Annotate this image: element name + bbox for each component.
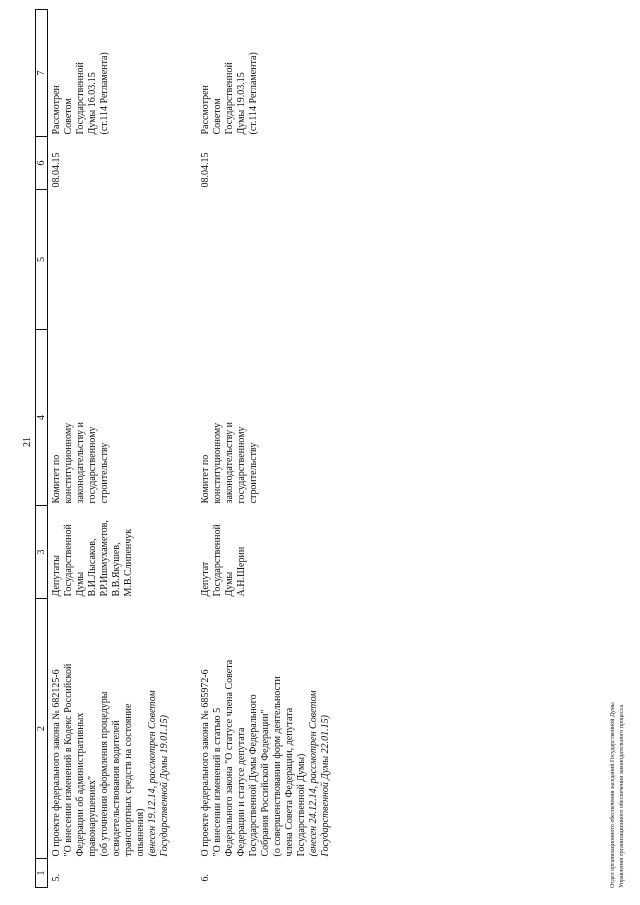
- column-number-header: [36, 10, 48, 888]
- description-line: (о совершенствовании форм деятельности: [272, 676, 283, 857]
- page-number: 21: [22, 437, 33, 447]
- description-line: "О внесении изменений в статью 5: [212, 707, 223, 857]
- submission-note: (внесен 19.12.14, рассмотрен Советом: [147, 690, 158, 857]
- column-header: 1: [36, 859, 48, 888]
- committee-line: государственному: [236, 426, 247, 504]
- description-line: правонарушениях": [87, 775, 98, 857]
- description-line: О проекте федерального закона № 682125-6: [51, 669, 62, 857]
- committee-line: государственному: [87, 426, 98, 504]
- document-footer: [609, 702, 627, 888]
- author-line: Государственной: [63, 524, 74, 597]
- date-cell: 08.04.15: [200, 152, 211, 188]
- description-line: Федерального закона "О статусе члена Совета: [224, 659, 235, 857]
- column-5-cell: [197, 190, 358, 330]
- column-header: 5: [36, 190, 48, 330]
- bill-authors: [48, 506, 198, 599]
- column-header: 4: [36, 330, 48, 506]
- agenda-table-sheet: [35, 10, 331, 888]
- column-header: 3: [36, 506, 48, 599]
- status-line: Советом: [63, 98, 74, 135]
- column-header: 2: [36, 599, 48, 859]
- footer-line: Отдел организационного обеспечения заседаний Государственной Думы: [610, 702, 616, 888]
- committee-line: законодательству и: [75, 422, 86, 504]
- description-line: освидетельствования водителей: [111, 720, 122, 857]
- submission-note: Государственной Думы 22.01.15): [320, 715, 331, 857]
- description-line: опьянения): [135, 808, 146, 857]
- date-cell: 08.04.15: [51, 152, 62, 188]
- status-line: Советом: [212, 98, 223, 135]
- status-cell: [48, 10, 198, 137]
- responsible-committee: [197, 330, 358, 506]
- status-line: Думы 16.03.15: [87, 72, 98, 135]
- description-line: Государственной Думы): [296, 753, 307, 857]
- description-line: "О внесении изменений в Кодекс Российской: [63, 663, 74, 857]
- submission-note: Государственной Думы 19.01.15): [159, 715, 170, 857]
- status-line: Государственной: [224, 62, 235, 135]
- column-header: 6: [36, 137, 48, 190]
- bill-authors: [197, 506, 358, 599]
- status-line: Рассмотрен: [200, 85, 211, 135]
- author-line: Депутаты: [51, 555, 62, 597]
- author-line: В.В.Якушев,: [111, 542, 122, 597]
- status-line: (ст.114 Регламента): [99, 52, 110, 135]
- submission-note: (внесен 24.12.14, рассмотрен Советом: [308, 690, 319, 857]
- committee-line: строительству: [99, 442, 110, 504]
- status-line: (ст.114 Регламента): [248, 52, 259, 135]
- committee-line: строительству: [248, 442, 259, 504]
- author-line: М.В.Слипенчук: [123, 528, 134, 597]
- column-header: 7: [36, 10, 48, 137]
- author-line: Думы: [75, 571, 86, 597]
- committee-line: Комитет по: [200, 454, 211, 504]
- status-line: Государственной: [75, 62, 86, 135]
- row-number: 5.: [51, 874, 62, 882]
- bill-description: [197, 599, 358, 859]
- author-line: Думы: [224, 571, 235, 597]
- bill-description: [48, 599, 198, 859]
- responsible-committee: [48, 330, 198, 506]
- committee-line: Комитет по: [51, 454, 62, 504]
- status-cell: [197, 10, 358, 137]
- column-5-cell: [48, 190, 198, 330]
- author-line: Государственной: [212, 524, 223, 597]
- agenda-table: [35, 9, 358, 888]
- author-line: В.И.Лысаков,: [87, 538, 98, 597]
- description-line: Собрания Российской Федерации": [260, 709, 271, 857]
- committee-line: конституционному: [63, 422, 74, 504]
- description-line: члена Совета Федерации, депутата: [284, 707, 295, 857]
- description-line: Федерации и статусе депутата: [236, 727, 247, 857]
- row-number: 6.: [200, 874, 211, 882]
- author-line: А.Н.Шерин: [236, 546, 247, 597]
- table-row: [197, 10, 358, 888]
- description-line: Федерации об административных: [75, 712, 86, 857]
- description-line: (об уточнении оформления процедуры: [99, 691, 110, 857]
- author-line: Р.Р.Ишмухаметов,: [99, 520, 110, 597]
- committee-line: законодательству и: [224, 422, 235, 504]
- status-line: Думы 19.03.15: [236, 72, 247, 135]
- footer-line: Управления организационного обеспечения законодательного процесса: [619, 704, 625, 888]
- author-line: Депутат: [200, 561, 211, 597]
- description-line: О проекте федерального закона № 685972-6: [200, 669, 211, 857]
- committee-line: конституционному: [212, 422, 223, 504]
- table-row: [48, 10, 198, 888]
- description-line: транспортных средств на состояние: [123, 703, 134, 857]
- description-line: Государственной Думы Федерального: [248, 694, 259, 857]
- status-line: Рассмотрен: [51, 85, 62, 135]
